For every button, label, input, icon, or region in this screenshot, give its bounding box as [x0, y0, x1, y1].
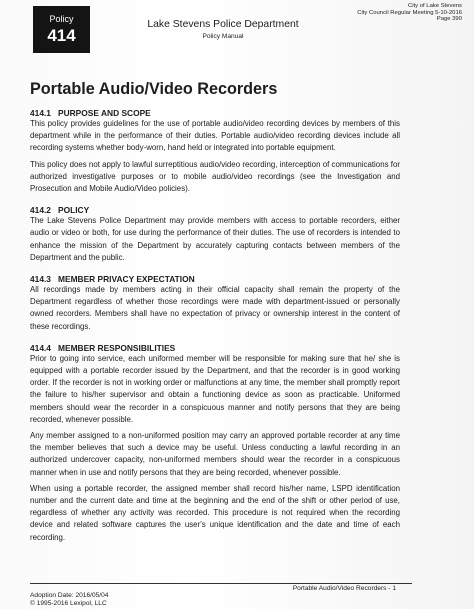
section-number: 414.2 [30, 205, 51, 216]
footer-meta [30, 592, 108, 608]
footer-page-label: Portable Audio/Video Recorders - 1 [292, 585, 396, 592]
section-number: 414.3 [30, 274, 51, 285]
manual-name: Policy Manual [202, 33, 244, 40]
section-title: MEMBER PRIVACY EXPECTATION [58, 274, 195, 285]
paragraph: Prior to going into service, each uniformed member will be responsible for making sure that he/ she is equipped with a portable recorder issued by the Department, and that the recorder is in good working order. If the recorder is not in working order or malfunctions at any time, the member shall promptly report the failure to his/her supervisor and obtain a functioning device as soon as practicable. Uniformed members should wear the recorder in a conspicuous manner and notify persons that they are being recorded, whenever possible. [30, 353, 400, 424]
section-title: PURPOSE AND SCOPE [58, 108, 151, 118]
section-purpose-and-scope [30, 108, 400, 195]
section-member-responsibilities [30, 343, 400, 544]
section-number: 414.4 [30, 342, 51, 353]
policy-number: 414 [47, 26, 76, 45]
corner-line: City of Lake Stevens [407, 3, 462, 9]
policy-content [30, 108, 400, 554]
paragraph: This policy does not apply to lawful surreptitious audio/video recording, interception of communications for authorized investigative purposes or to mobile audio/video recordings (see the Investigation and Prosecution and Mobile Audio/Video policies). [30, 159, 400, 194]
section-heading [30, 108, 400, 118]
section-heading [30, 274, 400, 284]
policy-label: Policy [49, 14, 74, 24]
section-title: POLICY [58, 205, 90, 216]
section-heading [30, 205, 400, 215]
paragraph: All recordings made by members acting in their official capacity shall remain the property of the Department regardless of whether those recordings were made with department-issued or personally owned recorders. Members shall have no expectation of privacy or ownership interest in the content of these recordings. [30, 285, 400, 331]
corner-line: City Council Regular Meeting 5-10-2016 [357, 9, 462, 16]
meeting-info [357, 3, 462, 23]
paragraph: This policy provides guidelines for the use of portable audio/video recording devices by members of this department while in the performance of their duties. Portable audio/video recording devices include all recording systems whether body-worn, hand held or integrated into portable equipment. [30, 119, 400, 153]
department-header [143, 19, 303, 41]
department-name: Lake Stevens Police Department [147, 19, 299, 30]
section-number: 414.1 [30, 108, 51, 118]
section-policy [30, 205, 400, 264]
paragraph: Any member assigned to a non-uniformed position may carry an approved portable recorder at any time the member believes that such a device may be useful. Unless conducting a lawful recording in an authorized undercover capacity, non-uniformed members should wear the recorder in a conspicuous manner when in use and notify persons that they are being recorded, whenever possible. [30, 431, 400, 477]
page-title: Portable Audio/Video Recorders [30, 80, 278, 98]
adoption-date: Adoption Date: 2016/05/04 [30, 592, 109, 599]
paragraph: When using a portable recorder, the assigned member shall record his/her name, LSPD identification number and the current date and time at the beginning and the end of the shift or other period of use, regardless of whether any activity was recorded. This procedure is not required when the recording device and related software captures the user's unique identification and the date and time of each recording. [30, 483, 400, 542]
section-member-privacy-expectation [30, 274, 400, 333]
section-title: MEMBER RESPONSIBILITIES [58, 342, 176, 353]
footer-divider [30, 583, 412, 584]
copyright-notice: © 1995-2016 Lexipol, LLC [30, 600, 107, 607]
corner-line: Page 390 [436, 16, 462, 23]
policy-number-box [33, 6, 90, 53]
paragraph: The Lake Stevens Police Department may provide members with access to portable recorders, either audio or video or both, for use during the performance of their duties. The use of recorders is intended to enhance the mission of the Department by accurately capturing contacts between members of the Department and the public. [30, 216, 400, 262]
section-heading [30, 343, 400, 353]
